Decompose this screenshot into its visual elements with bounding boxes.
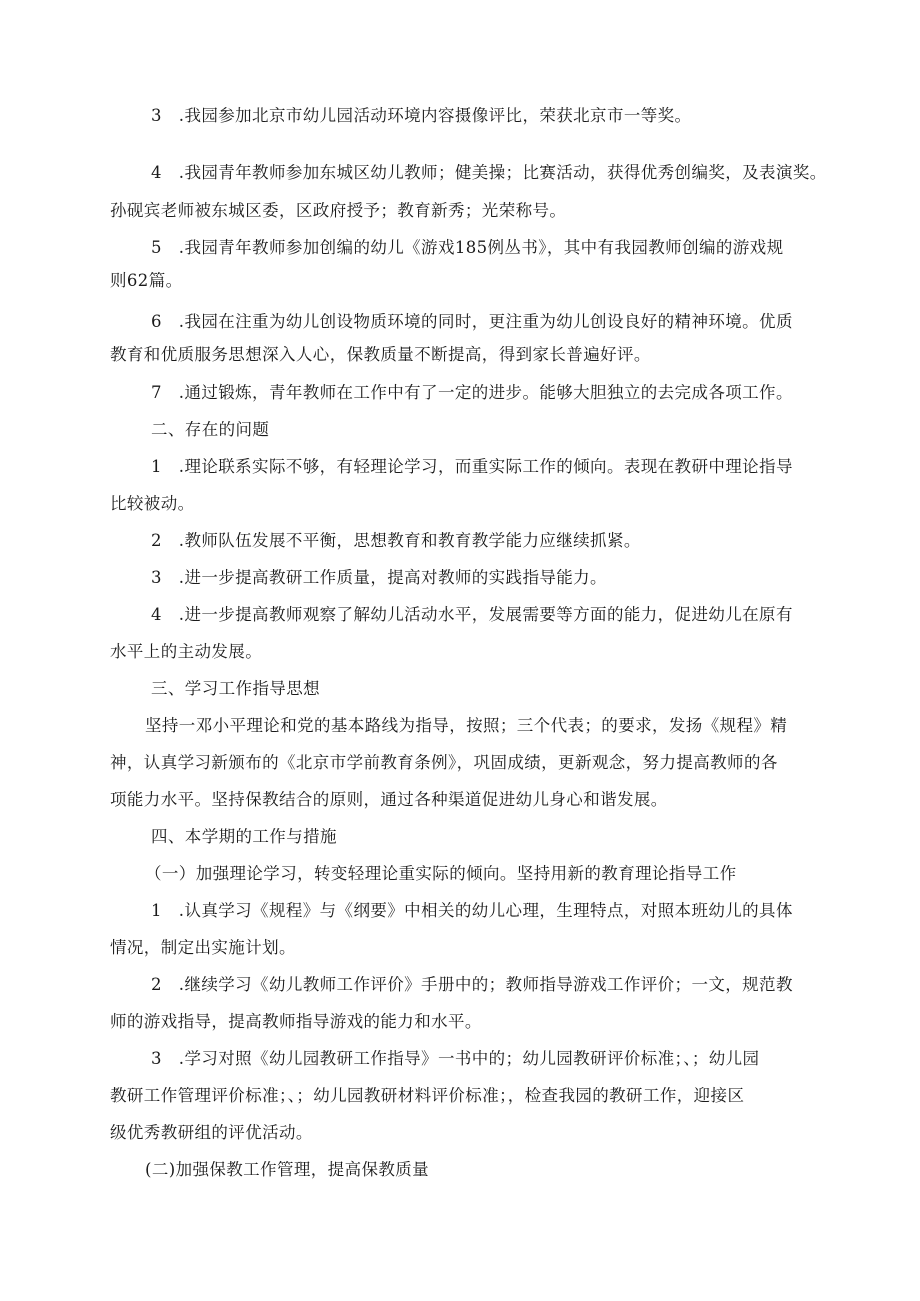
guiding-paragraph-line-1: 坚持一邓小平理论和党的基本路线为指导，按照；三个代表；的要求，发扬《规程》精 bbox=[145, 716, 788, 735]
section-heading-problems: 二、存在的问题 bbox=[151, 420, 270, 439]
paragraph-item-7-line-1: 7 .通过锻炼，青年教师在工作中有了一定的进步。能够大胆独立的去完成各项工作。 bbox=[151, 383, 793, 402]
paragraph-item-5-line-2: 则62篇。 bbox=[110, 271, 183, 290]
measure-item-3-line-3: 级优秀教研组的评优活动。 bbox=[110, 1123, 313, 1142]
paragraph-item-4-line-2: 孙砚宾老师被东城区委，区政府授予；教育新秀；光荣称号。 bbox=[110, 201, 567, 220]
measure-item-3-line-1: 3 .学习对照《幼儿园教研工作指导》一书中的；幼儿园教研评价标准；、；幼儿园 bbox=[151, 1049, 760, 1068]
problem-item-4-line-2: 水平上的主动发展。 bbox=[110, 642, 263, 661]
guiding-paragraph-line-3: 项能力水平。坚持保教结合的原则，通过各种渠道促进幼儿身心和谐发展。 bbox=[110, 790, 668, 809]
measure-item-2-line-1: 2 .继续学习《幼儿教师工作评价》手册中的；教师指导游戏工作评价；一文，规范教 bbox=[151, 975, 793, 994]
section-heading-work-measures: 四、本学期的工作与措施 bbox=[151, 827, 337, 846]
measure-item-1-line-1: 1 .认真学习《规程》与《纲要》中相关的幼儿心理，生理特点，对照本班幼儿的具体 bbox=[151, 901, 793, 920]
problem-item-2-line-1: 2 .教师队伍发展不平衡，思想教育和教育教学能力应继续抓紧。 bbox=[151, 531, 641, 550]
measure-item-2-line-2: 师的游戏指导，提高教师指导游戏的能力和水平。 bbox=[110, 1012, 482, 1031]
problem-item-1-line-2: 比较被动。 bbox=[110, 494, 195, 513]
problem-item-1-line-1: 1 .理论联系实际不够，有轻理论学习，而重实际工作的倾向。表现在教研中理论指导 bbox=[151, 457, 793, 476]
paragraph-item-5-line-1: 5 .我园青年教师参加创编的幼儿《游戏185例丛书》，其中有我园教师创编的游戏规 bbox=[151, 238, 784, 257]
guiding-paragraph-line-2: 神，认真学习新颁布的《北京市学前教育条例》，巩固成绩，更新观念，努力提高教师的各 bbox=[110, 753, 778, 772]
paragraph-item-6-line-2: 教育和优质服务思想深入人心，保教质量不断提高，得到家长普遍好评。 bbox=[110, 345, 651, 364]
measure-item-1-line-2: 情况，制定出实施计划。 bbox=[110, 938, 296, 957]
paragraph-item-4-line-1: 4 .我园青年教师参加东城区幼儿教师；健美操；比赛活动，获得优秀创编奖，及表演奖。 bbox=[151, 163, 827, 182]
section-heading-guiding-ideology: 三、学习工作指导思想 bbox=[151, 679, 320, 698]
measure-item-3-line-2: 教研工作管理评价标准；、；幼儿园教研材料评价标准；，检查我园的教研工作，迎接区 bbox=[110, 1086, 745, 1105]
problem-item-4-line-1: 4 .进一步提高教师观察了解幼儿活动水平，发展需要等方面的能力，促进幼儿在原有 bbox=[151, 605, 793, 624]
paragraph-item-3-line-1: 3 .我园参加北京市幼儿园活动环境内容摄像评比，荣获北京市一等奖。 bbox=[151, 106, 692, 125]
problem-item-3-line-1: 3 .进一步提高教研工作质量，提高对教师的实践指导能力。 bbox=[151, 568, 607, 587]
subsection-heading-care-education-management: (二)加强保教工作管理，提高保教质量 bbox=[145, 1160, 430, 1179]
subsection-heading-theory-study: （一）加强理论学习，转变轻理论重实际的倾向。坚持用新的教育理论指导工作 bbox=[145, 864, 737, 883]
paragraph-item-6-line-1: 6 .我园在注重为幼儿创设物质环境的同时，更注重为幼儿创设良好的精神环境。优质 bbox=[151, 312, 793, 331]
